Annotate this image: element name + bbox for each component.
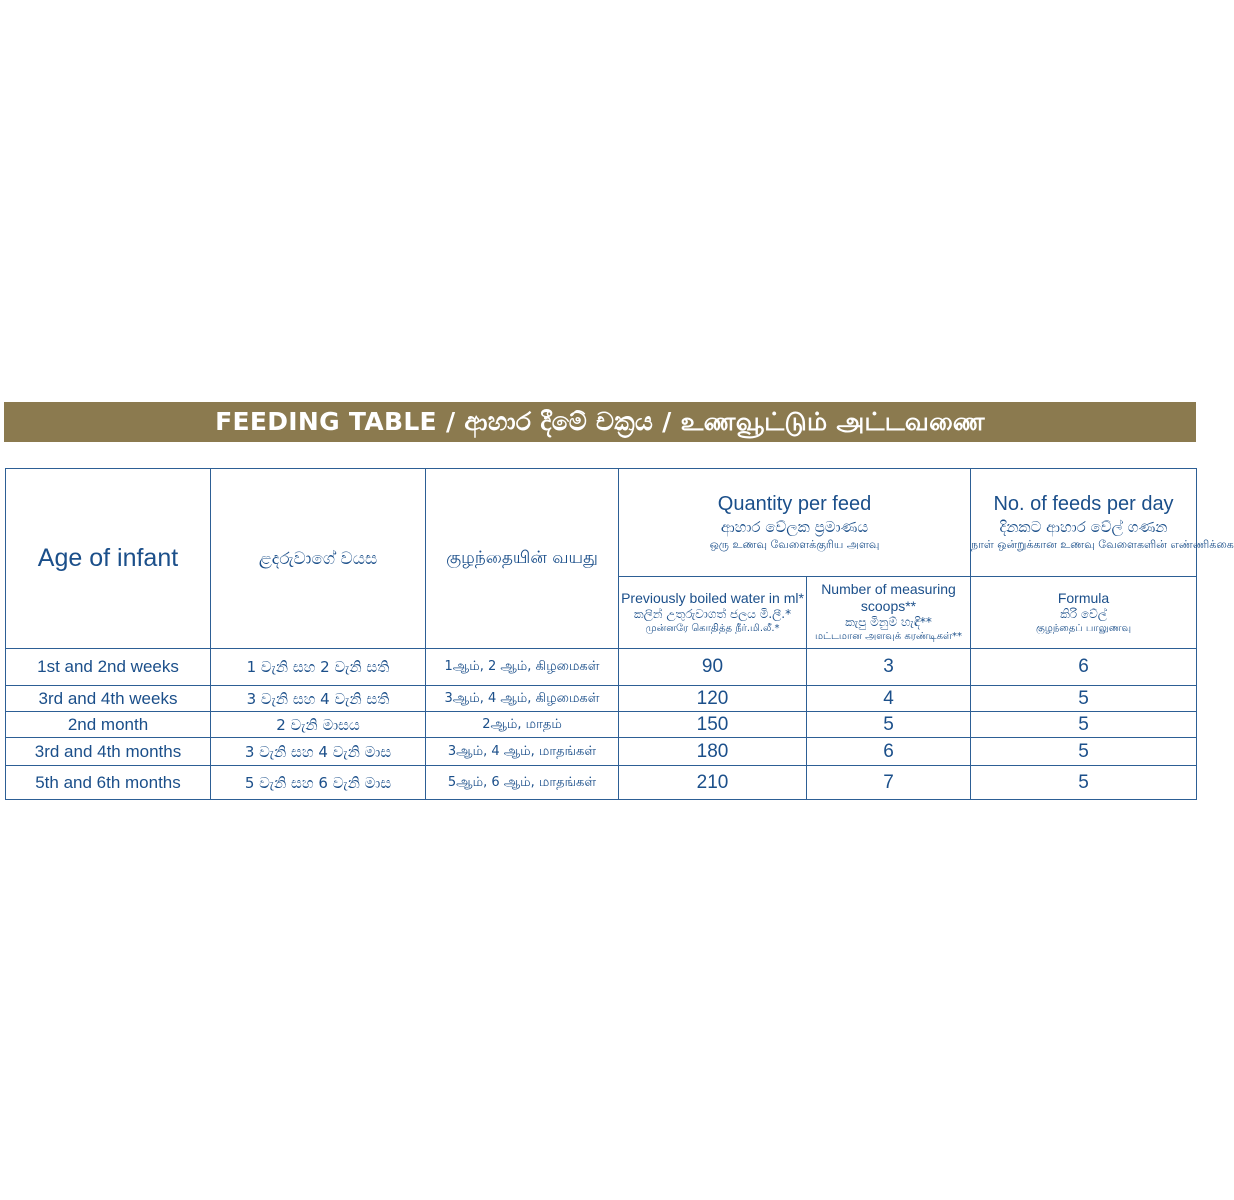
row-age-en: 5th and 6th months [6,766,211,800]
table-header-row [6,469,1197,577]
header-quantity-en: Quantity per feed [717,493,872,515]
header-scoops [807,577,971,649]
row-age-en: 1st and 2nd weeks [6,649,211,686]
table-row [6,766,1197,800]
header-age-en: Age of infant [6,469,211,649]
row-age-si: 2 වැනි මාසය [211,712,426,738]
row-feeds: 6 [971,649,1197,686]
row-age-si: 3 වැනි සහ 4 වැනි සති [211,686,426,712]
row-age-ta: 5ஆம், 6 ஆம், மாதங்கள் [426,766,619,800]
header-scoops-ta: மட்டமான அளவுக் கரண்டிகள்** [814,631,963,642]
row-water: 210 [619,766,807,800]
header-formula-si: කිරි වේල් [1060,606,1107,621]
header-age-ta: குழந்தையின் வயது [426,469,619,649]
table-row [6,738,1197,766]
header-feeds-en: No. of feeds per day [993,493,1174,515]
header-age-si: ළදරුවාගේ වයස [211,469,426,649]
header-feeds-ta: நாள் ஒன்றுக்கான உணவு வேளைகளின் எண்ணிக்கை [971,538,1234,551]
header-quantity-per-feed [619,469,971,577]
row-age-si: 5 වැනි සහ 6 වැනි මාස [211,766,426,800]
header-formula [971,577,1197,649]
header-feeds-per-day [971,469,1234,577]
row-scoops: 6 [807,738,971,766]
table-row [6,649,1197,686]
row-water: 120 [619,686,807,712]
row-water: 150 [619,712,807,738]
feeding-table-title: FEEDING TABLE / ආහාර දීමේ චක්‍රය / உணவூட்டும் அட்டவணை [4,402,1196,442]
row-feeds: 5 [971,712,1197,738]
row-age-si: 1 වැනි සහ 2 වැනි සති [211,649,426,686]
row-age-ta: 2ஆம், மாதம் [426,712,619,738]
row-feeds: 5 [971,766,1197,800]
header-water-en: Previously boiled water in ml* [621,589,804,606]
feeding-table [5,468,1234,800]
row-scoops: 3 [807,649,971,686]
row-age-si: 3 වැනි සහ 4 වැනි මාස [211,738,426,766]
row-age-ta: 1ஆம், 2 ஆம், கிழமைகள் [426,649,619,686]
header-quantity-si: ආහාර වේලක ප්‍රමාණය [720,518,869,536]
header-scoops-si: කැපු මිනුම් හැඳි** [845,615,932,629]
row-feeds: 5 [971,738,1197,766]
row-age-en: 3rd and 4th months [6,738,211,766]
header-formula-en: Formula [1057,589,1110,606]
row-water: 90 [619,649,807,686]
row-water: 180 [619,738,807,766]
row-scoops: 7 [807,766,971,800]
row-age-en: 3rd and 4th weeks [6,686,211,712]
row-scoops: 5 [807,712,971,738]
header-quantity-ta: ஒரு உணவு வேளைக்குரிய அளவு [709,538,880,551]
row-scoops: 4 [807,686,971,712]
header-feeds-si: දිනකට ආහාර වේල් ගණන [999,518,1168,536]
table-row [6,686,1197,712]
header-formula-ta: குழந்தைப் பாலுணவு [1035,622,1132,634]
row-age-ta: 3ஆம், 4 ஆம், கிழமைகள் [426,686,619,712]
header-water-ta: முன்னரே கொதித்த நீர்.மி.லீ.* [645,622,780,634]
header-water [619,577,807,649]
header-water-si: කලින් උතුරුවාගත් ජලය මි.ලී.* [633,606,792,621]
row-age-en: 2nd month [6,712,211,738]
header-scoops-en: Number of measuring scoops** [821,581,956,614]
row-age-ta: 3ஆம், 4 ஆம், மாதங்கள் [426,738,619,766]
row-feeds: 5 [971,686,1197,712]
table-row [6,712,1197,738]
